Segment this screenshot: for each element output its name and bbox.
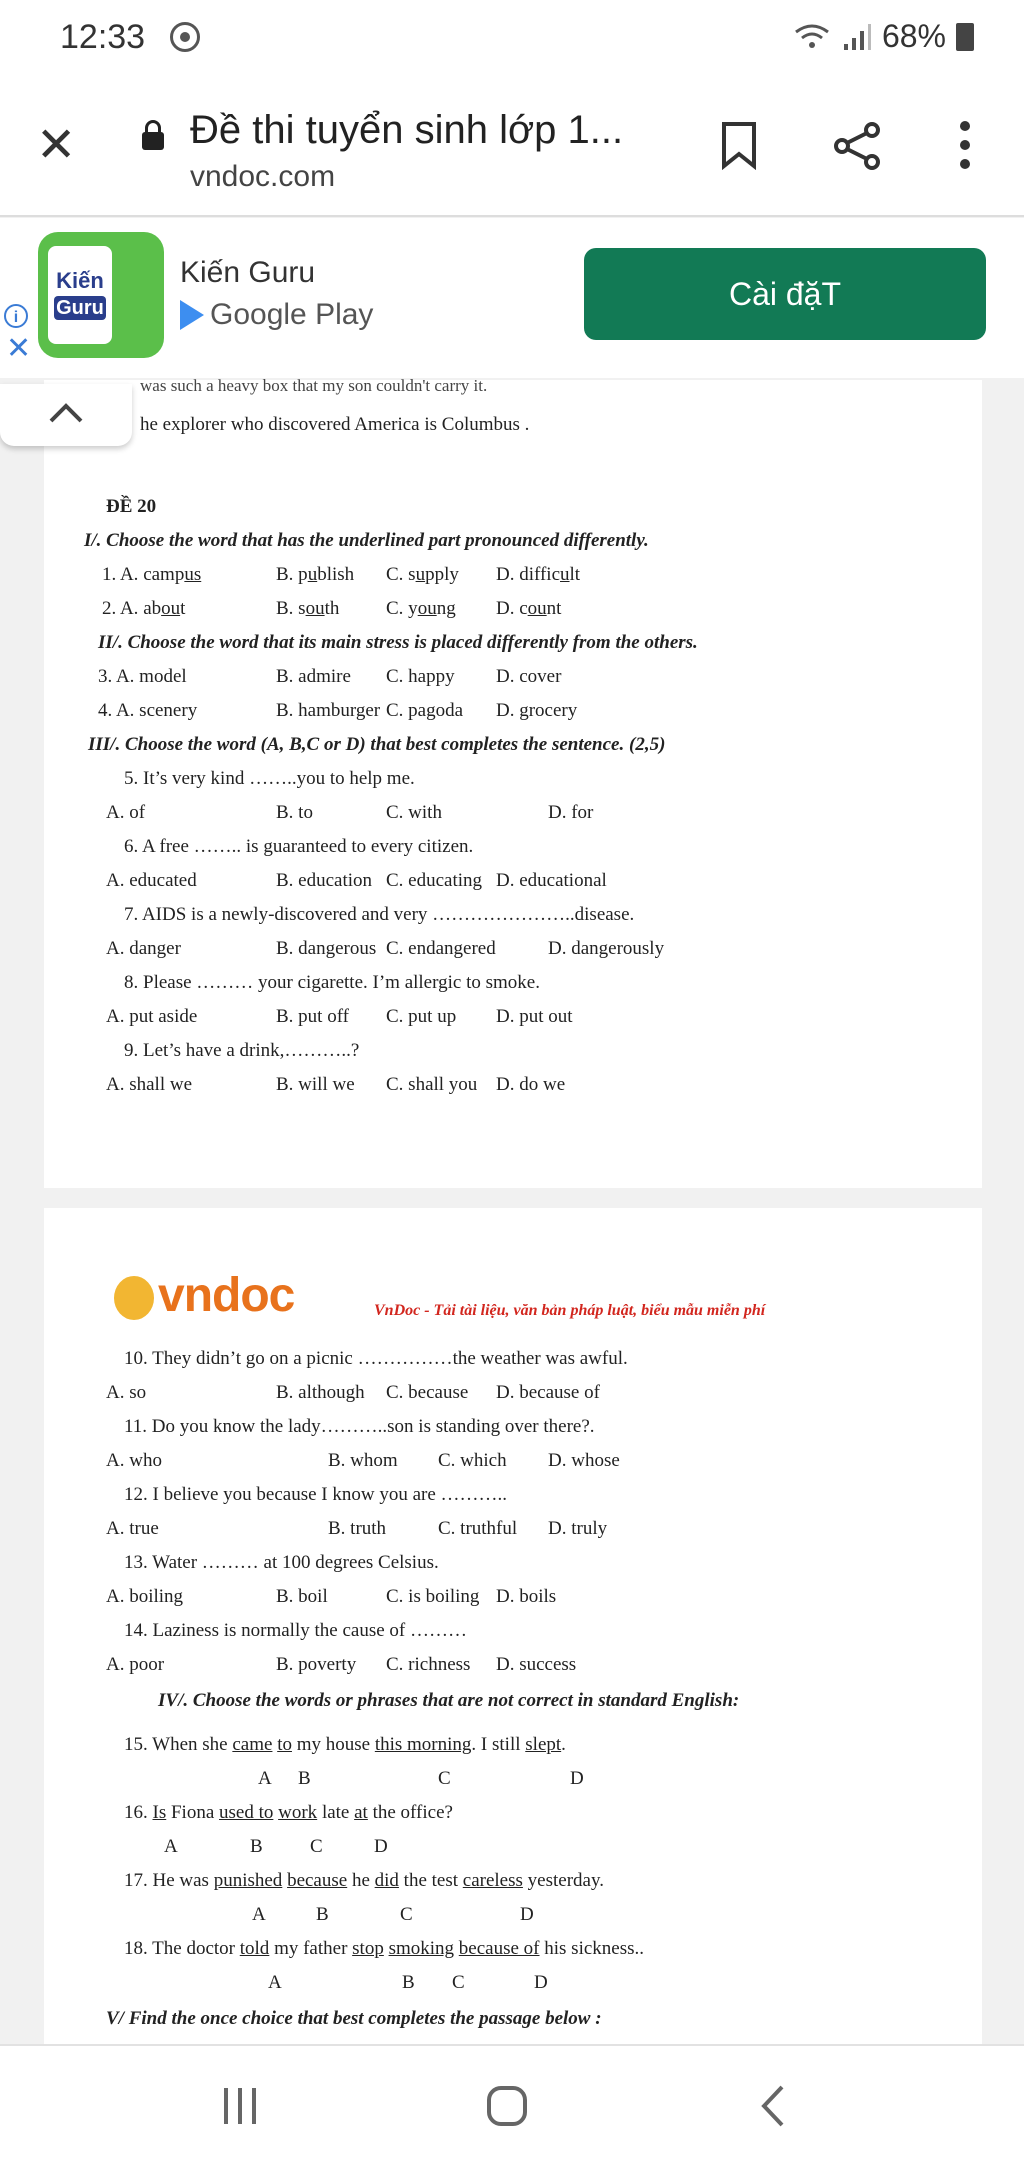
document-page-1: was such a heavy box that my son couldn't carry it. he explorer who discovered America is Columbus . ĐỀ 20 I/. Choose the word that has the underlined part pronounced differently. 1. A. campus B. publish C. supply D. difficult 2. A. about B. south C. young D. count II/. Choose the word that its main stress is placed differently from the others. 3. A. model B. admire C. happy D. cover 4. A. scenery B. hamburger C. pagoda D. grocery III/. Choose the word (A, B,C or D) that best completes the sentence. (2,5) 5. It’s very kind ……..you to help me. A. of B. to C. with D. for 6. A free …….. is guaranteed to every citizen. A. educated B. education C. educating D. educational 7. AIDS is a newly-discovered and very …………………..disease. A. danger B. dangerous C. endangered D. dangerously 8. Please ……… your cigarette. I’m allergic to smoke. A. put aside B. put off C. put up D. put out 9. Let’s have a drink,………..? A. shall we B. will we C. shall you D. do we bbox=[44, 380, 982, 1188]
ad-app-logo[interactable] bbox=[38, 232, 164, 358]
section-4-heading: IV/. Choose the words or phrases that are not correct in standard English: bbox=[158, 1690, 740, 1711]
close-icon[interactable]: ✕ bbox=[36, 119, 77, 172]
status-bar bbox=[0, 0, 1024, 80]
chevron-up-icon bbox=[48, 402, 84, 424]
system-nav-bar bbox=[0, 2044, 1024, 2164]
section-1-heading: I/. Choose the word that has the underlined part pronounced differently. bbox=[84, 530, 649, 551]
exam-heading: ĐỀ 20 bbox=[106, 496, 157, 517]
ad-banner[interactable] bbox=[0, 218, 1024, 378]
cut-off-sentence: was such a heavy box that my son couldn't carry it. bbox=[140, 376, 488, 395]
section-5-heading: V/ Find the once choice that best completes the passage below : bbox=[106, 2008, 602, 2029]
battery-percent: 68% bbox=[881, 18, 946, 54]
section-2-heading: II/. Choose the word that its main stress is placed differently from the others. bbox=[98, 632, 698, 653]
home-icon[interactable] bbox=[487, 2086, 527, 2126]
install-button[interactable]: Cài đặT bbox=[584, 248, 986, 340]
status-icons bbox=[792, 18, 974, 55]
collapse-ad-button[interactable] bbox=[0, 384, 132, 446]
ad-logo-text-1: Kiến bbox=[56, 268, 104, 293]
previous-sentence: he explorer who discovered America is Columbus . bbox=[140, 414, 530, 435]
back-icon[interactable] bbox=[760, 2084, 786, 2128]
status-time: 12:33 bbox=[60, 18, 146, 56]
ad-store-label: Google Play bbox=[210, 298, 374, 331]
ad-close-icon[interactable]: ✕ bbox=[6, 332, 32, 365]
vndoc-logo-text: vndoc bbox=[158, 1269, 295, 1322]
battery-icon bbox=[956, 23, 974, 51]
document-page-2: vndoc VnDoc - Tải tài liệu, văn bản pháp luật, biểu mẫu miễn phí 10. They didn’t go on a picnic ……………the weather was awful. A. so B. although C. because D. because of 11. Do you know the lady………..son is standing over there?. A. who B. whom C. which D. whose 12. I believe you because I know you are ……….. A. true B. truth C. truthful D. truly 13. Water ……… at 100 degrees Celsius. A. boiling B. boil C. is boiling D. boils 14. Laziness is normally the cause of ……… A. poor B. poverty C. richness D. success IV/. Choose the words or phrases that are not correct in standard English: 15. When she came to my house this morning. I still slept. A B C D 16. Is Fiona used to work late at the office? A B C D 17. He was punished because he did the test careless yesterday. A B C D 18. The doctor told my father stop smoking because of his sickness.. A B C D V/ Find the once choice that best completes the passage below : bbox=[44, 1208, 982, 2044]
notification-icon bbox=[170, 22, 200, 52]
lock-icon bbox=[142, 132, 164, 150]
wifi-icon bbox=[792, 22, 832, 52]
page-title[interactable]: Đề thi tuyển sinh lớp 1... bbox=[190, 108, 624, 152]
google-play-icon bbox=[180, 300, 204, 330]
ad-logo-text-2: Guru bbox=[54, 296, 106, 320]
ad-info-icon[interactable]: i bbox=[4, 304, 28, 328]
vndoc-logo bbox=[114, 1268, 294, 1323]
share-icon[interactable] bbox=[832, 120, 884, 172]
bee-mascot-icon bbox=[114, 1276, 154, 1320]
section-3-heading: III/. Choose the word (A, B,C or D) that best completes the sentence. (2,5) bbox=[88, 734, 666, 755]
more-options-icon[interactable] bbox=[958, 120, 972, 170]
page-url[interactable]: vndoc.com bbox=[190, 160, 336, 193]
browser-toolbar bbox=[0, 80, 1024, 217]
ad-app-name: Kiến Guru bbox=[180, 256, 316, 289]
signal-icon bbox=[842, 22, 872, 52]
ad-store bbox=[180, 298, 373, 332]
recent-apps-icon[interactable] bbox=[222, 2086, 258, 2126]
bookmark-icon[interactable] bbox=[720, 120, 758, 170]
vndoc-slogan: VnDoc - Tải tài liệu, văn bản pháp luật, biểu mẫu miễn phí bbox=[374, 1302, 766, 1319]
